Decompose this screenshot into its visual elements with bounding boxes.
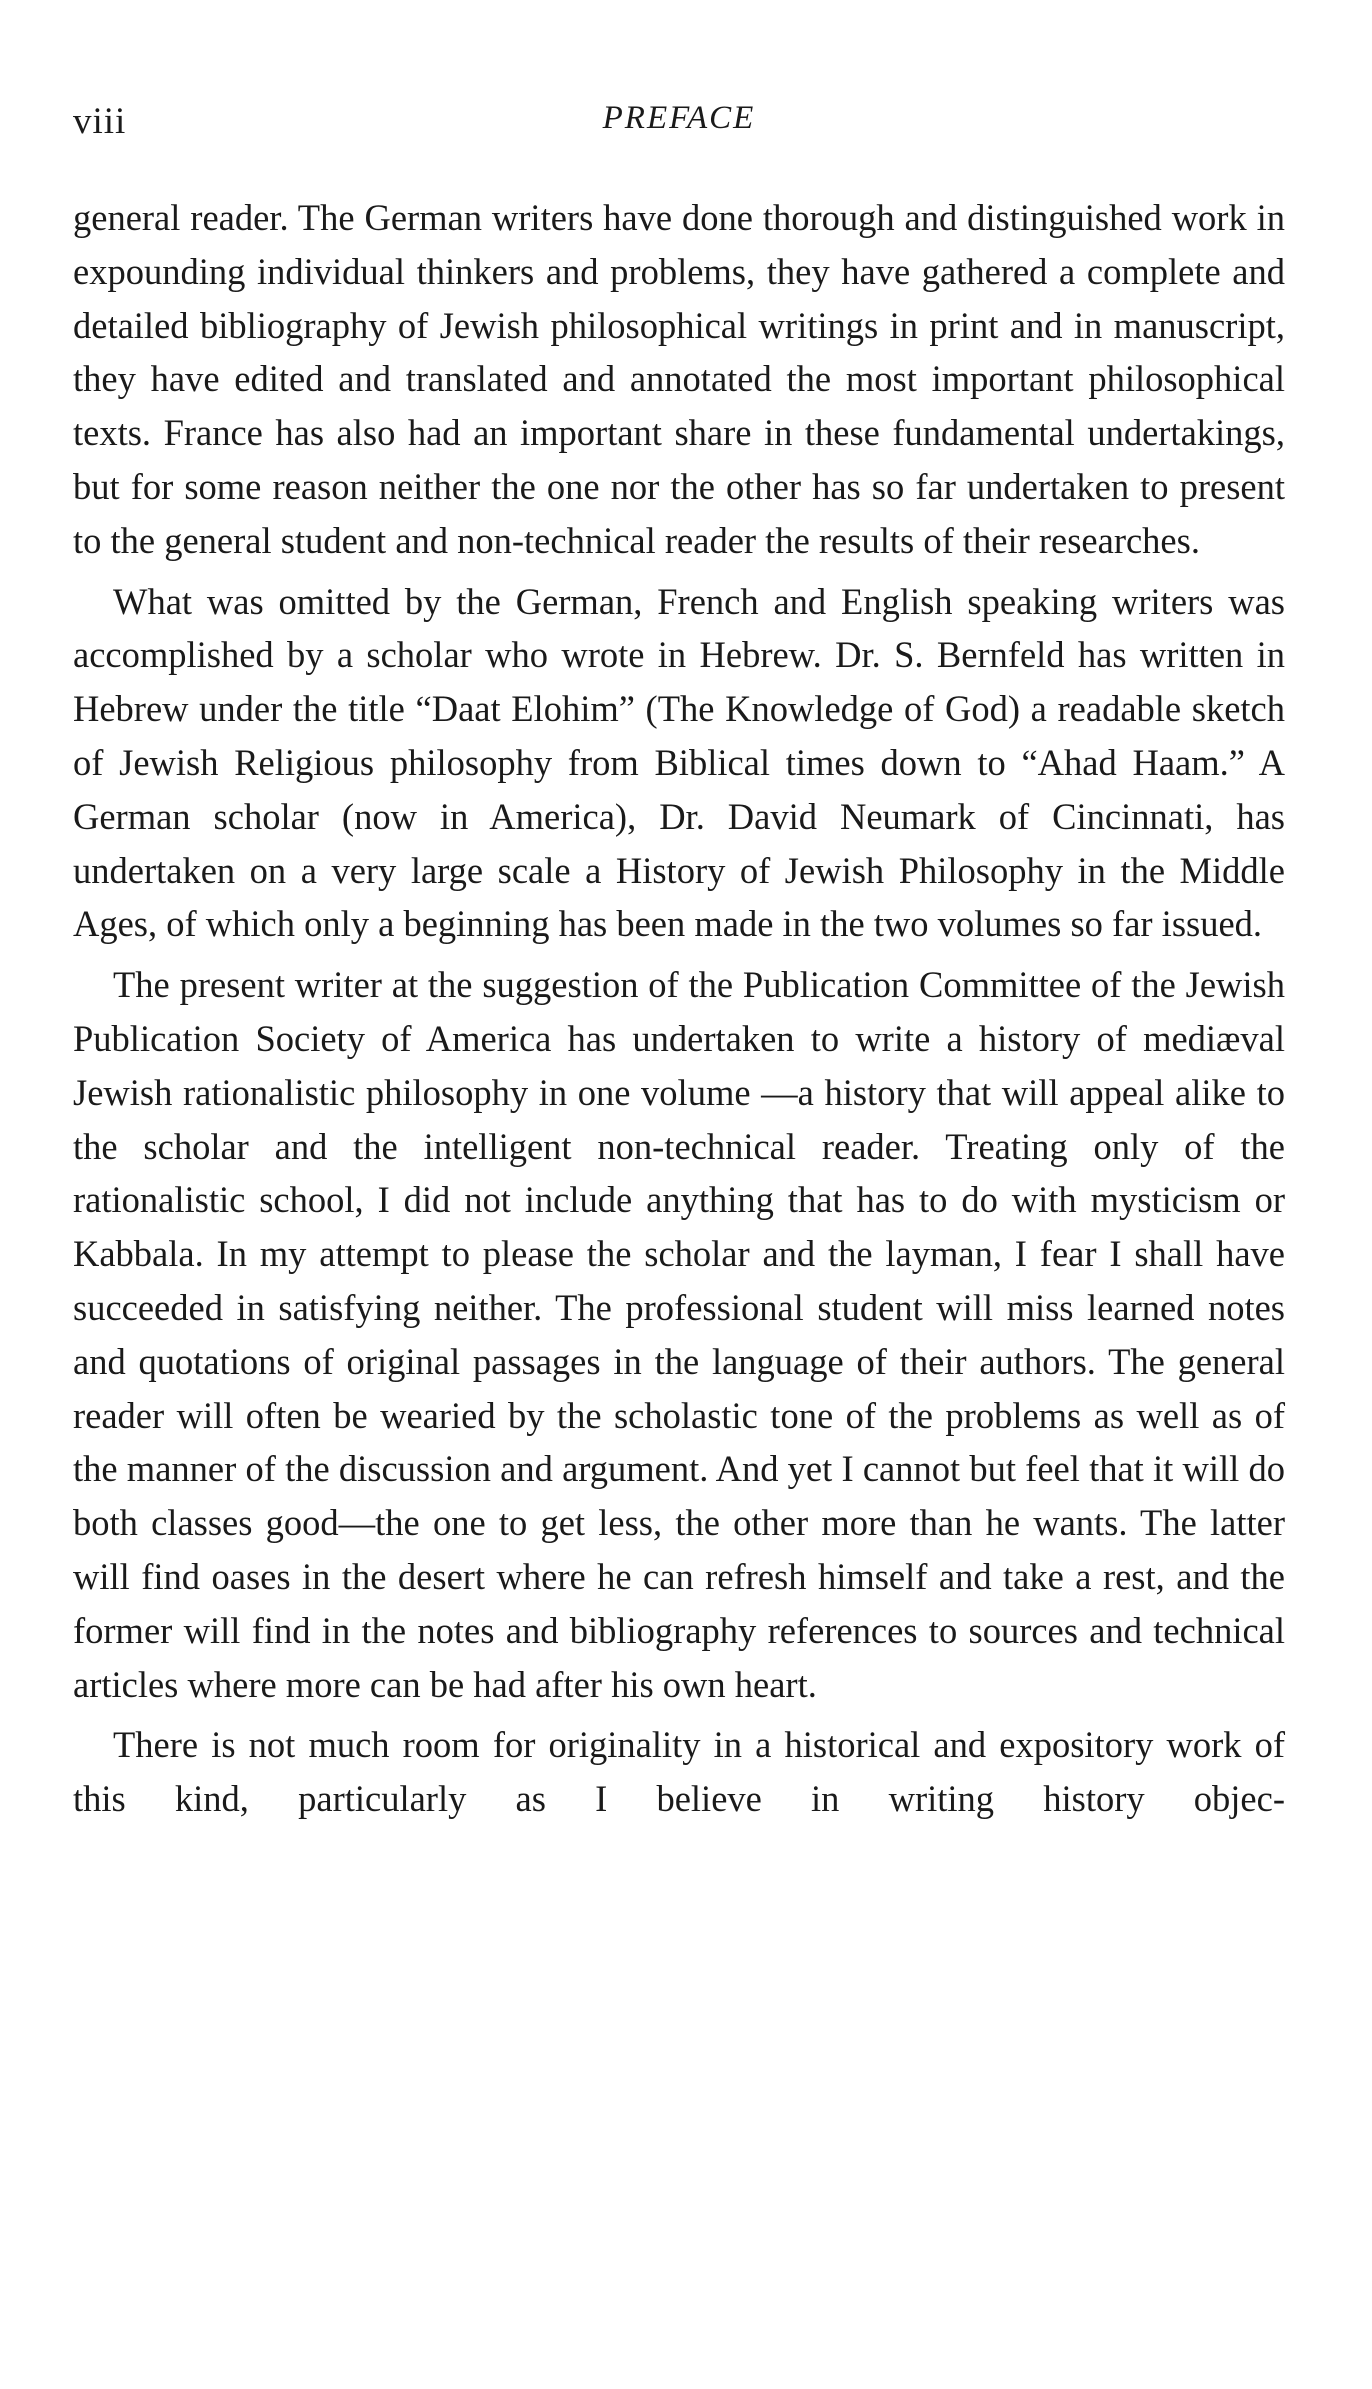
paragraph: What was omitted by the German, French and English speaking writers was accomplished by a scholar who wrote in Hebrew. Dr. S. Bernfeld has written in Hebrew under the title “Daat Elohim” (The Knowledge of God) a readable sketch of Jewish Religious philosophy from Biblical times down to “Ahad Haam.” A German scholar (now in America), Dr. David Neumark of Cincinnati, has undertaken on a very large scale a History of Jewish Philosophy in the Middle Ages, of which only a beginning has been made in the two volumes so far issued. — [73, 580, 1285, 945]
running-title: PREFACE — [602, 100, 756, 136]
page-number: viii — [73, 101, 127, 142]
paragraph: There is not much room for originality in a historical and expository work of this kind, particularly as I believe in writing history objec- — [73, 1724, 1285, 1820]
paragraph: The present writer at the suggestion of the Publication Committee of the Jewish Publication Society of America has undertaken to write a history of mediæval Jewish rationalistic philosophy in one volume —a history that will appeal alike to the scholar and the intelligent non-technical reader. Treating only of the rationalistic school, I did not include anything that has to do with mysticism or Kabbala. In my attempt to please the scholar and the layman, I fear I shall have succeeded in satisfying neither. The professional student will miss learned notes and quotations of original passages in the language of their authors. The general reader will often be wearied by the scholastic tone of the problems as well as of the manner of the discussion and argument. And yet I cannot but feel that it will do both classes good—the one to get less, the other more than he wants. The latter will find oases in the desert where he can refresh himself and take a rest, and the former will find in the notes and bibliography references to sources and technical articles where more can be had after his own heart. — [73, 964, 1285, 1705]
body-text — [73, 191, 1285, 1833]
paragraph: general reader. The German writers have done thorough and distinguished work in expounding individual thinkers and problems, they have gathered a complete and detailed bibliography of Jewish philosophical writings in print and in manuscript, they have edited and translated and annotated the most important philosophical texts. France has also had an important share in these fundamental undertakings, but for some reason neither the one nor the other has so far undertaken to present to the general student and non-technical reader the results of their researches. — [73, 197, 1285, 561]
running-head — [73, 100, 1285, 160]
